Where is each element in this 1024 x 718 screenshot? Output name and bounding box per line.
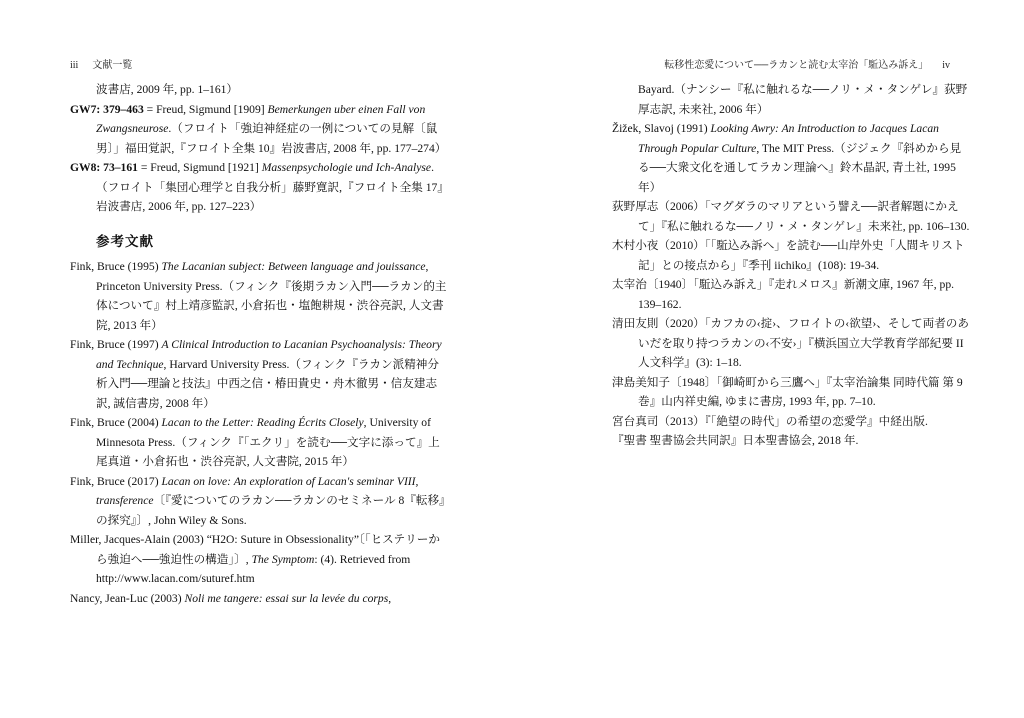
entry-text: Fink, Bruce (2017) [70, 474, 162, 488]
entry-text: Miller, Jacques-Alain (2003) “H2O: Suture in Obsessionality”〔「ヒステリーから強迫へ──強迫性の構造」〕, [70, 533, 440, 566]
right-running-header [664, 56, 950, 71]
entry-text: 津島美知子〔1948〕「御崎町から三鷹へ」『太宰治論集 同時代篇 第 9 巻』山内祥史編, ゆまに書房, 1993 年, pp. 7–10. [612, 375, 963, 408]
right-running-title: 転移性恋愛について──ラカンと読む太宰治「駈込み訴え」 [664, 60, 929, 71]
entry-text: 宮台真司（2013）『「絶望の時代」の希望の恋愛学』中経出版. [612, 414, 928, 428]
entry-text: Bayard.（ナンシー『私に触れるな──ノリ・メ・タンゲレ』荻野厚志訳, 未来社, 2006 年） [638, 83, 968, 116]
entry-title: Massenpsychologie und Ich-Analyse [261, 161, 432, 174]
entry-title: The Lacanian subject: Between language and jouissance [161, 260, 426, 273]
right-page-number: iv [942, 60, 950, 71]
reference-entry [612, 197, 972, 236]
reference-entry [612, 412, 972, 432]
reference-entry [70, 100, 450, 159]
left-entries-after [70, 257, 450, 608]
reference-entry [612, 80, 972, 119]
entry-text: Fink, Bruce (1997) [70, 338, 162, 351]
reference-entry [612, 431, 972, 451]
reference-entry [612, 275, 972, 314]
reference-entry [70, 257, 450, 335]
entry-text: 木村小夜（2010）「「駈込み訴へ」を読む──山岸外史「人間キリスト記」との接点から」『季刊 iichiko』(108): 19-34. [612, 239, 965, 272]
entry-text: , The MIT Press.（ジジェク『斜めから見る──大衆文化を通してラカン理論へ』鈴木晶訳, 青土社, 1995 年） [638, 141, 962, 194]
entry-text: 〔『愛についてのラカン──ラカンのセミネール 8『転移』の探究』〕, John Wiley & Sons. [96, 494, 445, 527]
entry-text: 荻野厚志（2006）「マグダラのマリアという譬え──訳者解題にかえて」『私に触れるな──ノリ・メ・タンゲレ』未来社, pp. 106–130. [612, 200, 970, 233]
left-running-title: 文献一覧 [92, 60, 133, 71]
reference-entry [70, 472, 450, 531]
entry-title: Looking Awry: An Introduction to Jacques Lacan Through Popular Culture [638, 122, 939, 155]
reference-entry [612, 373, 972, 412]
reference-entry [70, 413, 450, 472]
entry-text: Fink, Bruce (1995) [70, 260, 162, 273]
reference-entry [612, 236, 972, 275]
left-page [70, 80, 450, 608]
entry-text: , [388, 591, 392, 605]
entry-text: 『聖書 聖書協会共同訳』日本聖書協会, 2018 年. [612, 434, 859, 447]
left-entries-before [70, 80, 450, 217]
entry-title: Lacan to the Letter: Reading Écrits Closely [161, 416, 364, 429]
entry-text: 太宰治〔1940〕「駈込み訴え」『走れメロス』新潮文庫, 1967 年, pp. 139–162. [612, 278, 955, 311]
entry-title: A Clinical Introduction to Lacanian Psychoanalysis: Theory and Technique [96, 338, 442, 371]
entry-text: .（フロイト「集団心理学と自我分析」藤野寛訳,『フロイト全集 17』岩波書店, 2006 年, pp. 127–223） [96, 161, 449, 213]
entry-text: .（フロイト「強迫神経症の一例についての見解〔鼠男〕」福田覚訳,『フロイト全集 10』岩波書店, 2008 年, pp. 177–274） [96, 122, 447, 155]
entry-text: = Freud, Sigmund [1921] [137, 161, 262, 174]
reference-entry [70, 335, 450, 413]
entry-title: The Symptom [251, 552, 315, 566]
entry-text: Nancy, Jean-Luc (2003) [70, 591, 185, 605]
reference-entry [612, 119, 972, 197]
reference-entry [70, 589, 450, 609]
reference-entry [70, 80, 450, 100]
entry-text: : (4). Retrieved from http://www.lacan.com/suturef.htm [96, 552, 411, 585]
entry-text: = Freud, Sigmund [1909] [143, 102, 268, 116]
entry-text: , Princeton University Press.（フィンク『後期ラカン入門──ラカン的主体について』村上靖彦監訳, 小倉拓也・塩飽耕規・渋谷亮訳, 人文書院, 2013 年） [96, 260, 447, 332]
entry-title: Lacan on love: An exploration of Lacan's seminar VIII, transference [96, 474, 419, 507]
reference-entry [70, 530, 450, 589]
entry-text: Fink, Bruce (2004) [70, 416, 162, 429]
section-heading: 参考文献 [96, 233, 154, 249]
entry-text: 清田友則（2020）「カフカの‹掟›、フロイトの‹欲望›、そして両者のあいだを取り持つラカンの‹不安›」『横浜国立大学教育学部紀要 II 人文科学』(3): 1–18. [612, 317, 969, 369]
reference-entry [70, 158, 450, 217]
entry-title: Bemerkungen uber einen Fall von Zwangsneurose [96, 102, 426, 135]
left-running-header [70, 56, 132, 71]
entry-text: 波書店, 2009 年, pp. 1–161） [96, 83, 239, 96]
entry-text: , Harvard University Press.（フィンク『ラカン派精神分析入門──理論と技法』中西之信・椿田貴史・舟木徹男・信友建志訳, 誠信書房, 2008 年） [96, 357, 439, 410]
entry-text: Žižek, Slavoj (1991) [612, 122, 711, 135]
entry-title: Noli me tangere: essai sur la levée du corps [184, 591, 389, 605]
right-entries [612, 80, 972, 451]
reference-entry [612, 314, 972, 373]
entry-abbrev: GW7: 379–463 [70, 102, 144, 116]
left-page-number: iii [70, 60, 79, 71]
entry-text: , University of Minnesota Press.（フィンク『「エクリ」を読む──文字に添って』上尾真道・小倉拓也・渋谷亮訳, 人文書院, 2015 年） [96, 416, 440, 468]
entry-abbrev: GW8: 73–161 [70, 161, 138, 174]
right-page [612, 80, 972, 451]
